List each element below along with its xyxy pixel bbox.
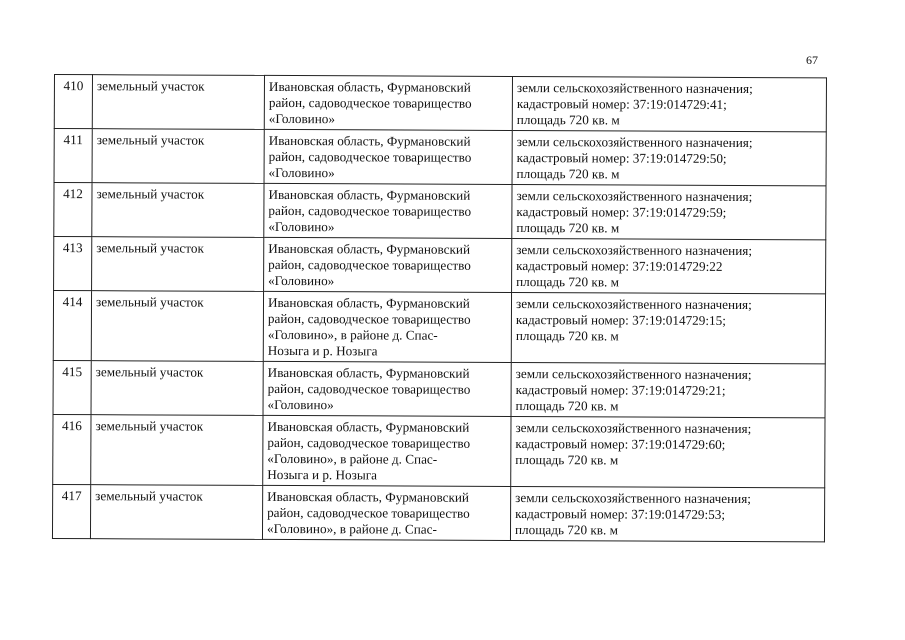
land-plot-table	[52, 74, 827, 542]
object-address: Ивановская область, Фурмановский район, садоводческое товарищество «Головино», в районе д. Спас- Нозыга и р. Нозыга	[263, 291, 511, 362]
object-description: земли сельскохозяйственного назначения; кадастровый номер: 37:19:014729:15; площадь 720 кв. м	[511, 292, 825, 363]
object-name: земельный участок	[91, 415, 263, 486]
object-description: земли сельскохозяйственного назначения; кадастровый номер: 37:19:014729:21; площадь 720 кв. м	[511, 362, 825, 417]
object-name: земельный участок	[92, 129, 264, 184]
object-address: Ивановская область, Фурмановский район, садоводческое товарищество «Головино», в районе д. Спас-	[262, 485, 510, 540]
row-number: 412	[54, 183, 92, 237]
object-name: земельный участок	[90, 485, 262, 540]
table-row	[53, 360, 825, 417]
object-description: земли сельскохозяйственного назначения; кадастровый номер: 37:19:014729:59; площадь 720 кв. м	[512, 184, 826, 239]
object-description: земли сельскохозяйственного назначения; кадастровый номер: 37:19:014729:41; площадь 720 кв. м	[512, 77, 826, 132]
object-address: Ивановская область, Фурмановский район, садоводческое товарищество «Головино»	[263, 361, 511, 416]
object-name: земельный участок	[92, 183, 264, 238]
row-number: 416	[53, 414, 91, 484]
object-name: земельный участок	[92, 75, 264, 130]
row-number: 415	[53, 360, 91, 414]
object-address: Ивановская область, Фурмановский район, садоводческое товарищество «Головино»	[264, 183, 512, 238]
object-description: земли сельскохозяйственного назначения; кадастровый номер: 37:19:014729:50; площадь 720 кв. м	[512, 131, 826, 186]
object-name: земельный участок	[91, 361, 263, 416]
row-number: 414	[53, 291, 91, 361]
object-name: земельный участок	[92, 237, 264, 292]
table-row	[52, 484, 824, 541]
table-row	[54, 129, 826, 186]
table-row	[54, 237, 826, 294]
object-description: земли сельскохозяйственного назначения; кадастровый номер: 37:19:014729:53; площадь 720 кв. м	[510, 486, 824, 541]
row-number: 413	[54, 237, 92, 291]
table-row	[54, 75, 826, 132]
page-number: 67	[806, 53, 818, 67]
row-number: 417	[52, 484, 90, 538]
table-row	[53, 291, 825, 364]
table-row	[54, 183, 826, 240]
object-address: Ивановская область, Фурмановский район, садоводческое товарищество «Головино»	[264, 129, 512, 184]
object-description: земли сельскохозяйственного назначения; кадастровый номер: 37:19:014729:60; площадь 720 кв. м	[511, 416, 825, 487]
object-name: земельный участок	[91, 291, 263, 362]
row-number: 410	[54, 75, 92, 129]
object-address: Ивановская область, Фурмановский район, садоводческое товарищество «Головино», в районе д. Спас- Нозыга и р. Нозыга	[263, 415, 511, 486]
table-row	[53, 414, 825, 487]
object-address: Ивановская область, Фурмановский район, садоводческое товарищество «Головино»	[264, 75, 512, 130]
object-address: Ивановская область, Фурмановский район, садоводческое товарищество «Головино»	[264, 237, 512, 292]
row-number: 411	[54, 129, 92, 183]
object-description: земли сельскохозяйственного назначения; кадастровый номер: 37:19:014729:22 площадь 720 кв. м	[512, 238, 826, 293]
